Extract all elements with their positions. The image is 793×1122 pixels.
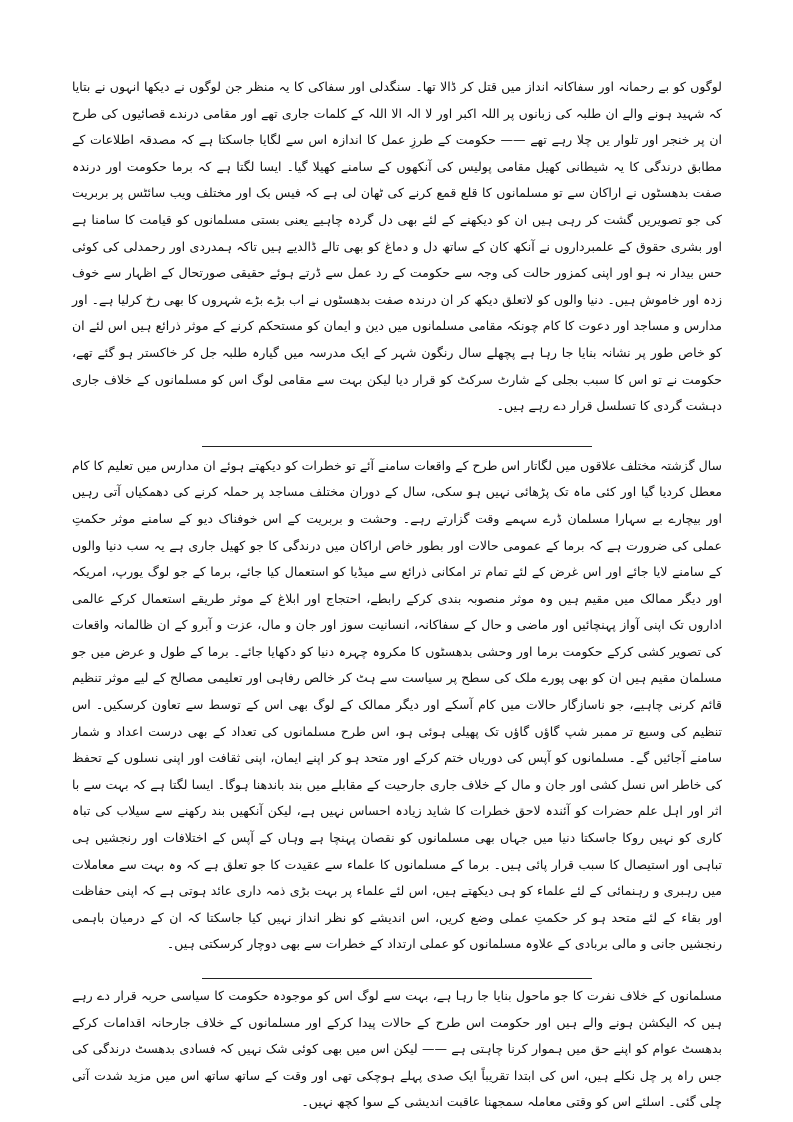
body-paragraph-1: لوگوں کو بے رحمانہ اور سفاکانہ انداز میں قتل کر ڈالا تھا۔ سنگدلی اور سفاکی کا یہ منظر جن لوگوں نے دیکھا انہوں نے بتایا کہ شہید ہونے والے ان طلبہ کی زبانوں پر اللہ اکبر اور لا الہ الا اللہ کے کلمات جاری تھے اور مقامی درندے قصائیوں کی طرح ان پر خنجر اور تلوار یں چلا رہے تھے —— حکومت کے طرزِ عمل کا اندازہ اس سے لگایا جاسکتا ہے کہ مصدقہ اطلاعات کے مطابق درندگی کا یہ شیطانی کھیل مقامی پولیس کی آنکھوں کے سامنے کھیلا گیا۔ ایسا لگتا ہے کہ برما حکومت اور درندہ صفت بدھسٹوں نے اراکان سے تو مسلمانوں کا قلع قمع کرنے کی ٹھان لی ہے کہ فیس بک اور مختلف ویب سائٹس پر بربریت کی جو تصویریں گشت کر رہی ہیں ان کو دیکھنے کے لئے بھی دل گردہ چاہیے یعنی بستی مسلمانوں کو قیامت کا سامنا ہے اور بشری حقوق کے علمبرداروں نے آنکھ کان کے ساتھ دل و دماغ کو بھی تالے ڈالدیے ہیں تاکہ ہمدردی اور رحمدلی کی کوئی حس بیدار نہ ہو اور اپنی کمزور حالت کی وجہ سے حکومت کے رد عمل سے ڈرتے ہوئے حقیقی صورتحال کے اظہار سے خوف زدہ اور خاموش ہیں۔ دنیا والوں کو لاتعلق دیکھ کر ان درندہ صفت بدھسٹوں نے اب بڑے بڑے شہروں کا بھی رخ کرلیا ہے۔ اور مدارس و مساجد اور دعوت کا کام چونکہ مقامی مسلمانوں میں دین و ایمان کو مستحکم کرنے کے موثر ذرائع ہیں اس لئے ان کو خاص طور پر نشانہ بنایا جا رہا ہے پچھلے سال رنگون شہر کے ایک مدرسہ میں گیارہ طلبہ جل کر خاکستر ہو گئے تھے، حکومت نے تو اس کا سبب بجلی کے شارٹ سرکٹ کو قرار دیا لیکن بہت سے مقامی لوگ اس کو مسلمانوں کے خلاف جاری دہشت گردی کا تسلسل قرار دے رہے ہیں۔ — [72, 79, 722, 414]
document-page — [72, 74, 722, 1116]
body-paragraph-3: مسلمانوں کے خلاف نفرت کا جو ماحول بنایا جا رہا ہے، بہت سے لوگ اس کو موجودہ حکومت کا سیاسی حربہ قرار دے رہے ہیں کہ الیکشن ہونے والے ہیں اور حکومت اس طرح کے حالات پیدا کرکے اور مسلمانوں کے خلاف جارحانہ اقدامات کرکے بدھسٹ عوام کو اپنے حق میں ہموار کرنا چاہتی ہے —— لیکن اس میں بھی کوئی شک نہیں کہ فسادی بدھسٹ درندگی کی جس راہ پر چل نکلے ہیں، اس کی ابتدا تقریباً ایک صدی پہلے ہوچکی تھی اور وقت کے ساتھ ساتھ اس میں مزید شدت آتی چلی گئی۔ اسلئے اس کو وقتی معاملہ سمجھنا عاقبت اندیشی کے سوا کچھ نہیں۔ — [72, 988, 722, 1110]
body-paragraph-2: سال گزشتہ مختلف علاقوں میں لگاتار اس طرح کے واقعات سامنے آئے تو خطرات کو دیکھتے ہوئے ان مدارس میں تعلیم کا کام معطل کردیا گیا اور کئی ماہ تک پڑھائی نہیں ہو سکی، سال کے دوران مختلف مساجد پر حملہ کرنے کی دھمکیاں آتی رہیں اور بیچارے بے سہارا مسلمان ڈرے سہمے وقت گزارتے رہے۔ وحشت و بربریت کے اس خوفناک دیو کے سامنے موثر حکمتِ عملی کی ضرورت ہے کہ برما کے عمومی حالات اور بطور خاص اراکان میں درندگی کا جو کھیل جاری ہے یہ سب دنیا والوں کے سامنے لایا جائے اور اس غرض کے لئے تمام تر امکانی ذرائع سے میڈیا کو استعمال کیا جائے، برما کے جو لوگ یورپ، امریکہ اور دیگر ممالک میں مقیم ہیں وہ موثر منصوبہ بندی کرکے رابطے، احتجاج اور ابلاغ کے موثر طریقے استعمال کرکے عالمی اداروں تک اپنی آواز پہنچائیں اور ماضی و حال کے سفاکانہ، انسانیت سوز اور جان و مال، عزت و آبرو کے ان ظالمانہ واقعات کی تصویر کشی کرکے حکومت برما اور وحشی بدھسٹوں کا مکروہ چہرہ دنیا کو دکھایا جائے۔ برما کے طول و عرض میں جو مسلمان مقیم ہیں ان کو بھی پورے ملک کی سطح پر سیاست سے ہٹ کر خالص رفاہی اور تعلیمی مصالح کے لیے موثر تنظیم قائم کرنی چاہیے، جو ناسازگار حالات میں کام آسکے اور دیگر ممالک کے لوگ بھی اس کے توسط سے تعاون کرسکیں۔ اس تنظیم کی وسیع تر ممبر شپ گاؤں گاؤں تک پھیلی ہوئی ہو، اس طرح مسلمانوں کی تعداد کے بھی درست اعداد و شمار سامنے آجائیں گے۔ مسلمانوں کو آپس کی دوریاں ختم کرکے اور متحد ہو کر اپنے ایمان، اپنی ثقافت اور اپنی نسلوں کے تحفظ کی خاطر اس نسل کشی اور جان و مال کے خلاف جاری جارحیت کے مقابلے میں بند باندھنا ہوگا۔ ایسا لگتا ہے کہ بہت سے با اثر اور اہل علم حضرات کو آئندہ لاحق خطرات کا شاید زیادہ احساس نہیں ہے، لیکن آنکھیں بند رکھنے سے سیلاب کی تباہ کاری کو نہیں روکا جاسکتا دنیا میں جہاں بھی مسلمانوں کو نقصان پہنچا ہے وہاں کے آپس کے اختلافات اور رنجشیں ہی تباہی اور استیصال کا سبب قرار پائی ہیں۔ برما کے مسلمانوں کا علماء سے عقیدت کا جو تعلق ہے کہ وہ بہت سے معاملات میں رہبری و رہنمائی کے لئے علماء کو ہی دیکھتے ہیں، اس لئے علماء پر بہت بڑی ذمہ داری عائد ہوتی ہے کہ اپنی حفاظت اور بقاء کے لئے متحد ہو کر حکمتِ عملی وضع کریں، اس اندیشے کو نظر انداز نہیں کیا جاسکتا کہ ان کے درمیان باہمی رنجشیں جانی و مالی بربادی کے علاوہ مسلمانوں کو عملی ارتداد کے خطرات سے بھی دوچار کرسکتی ہیں۔ — [72, 457, 722, 952]
section-divider-1 — [202, 446, 592, 447]
section-divider-2 — [202, 978, 592, 979]
